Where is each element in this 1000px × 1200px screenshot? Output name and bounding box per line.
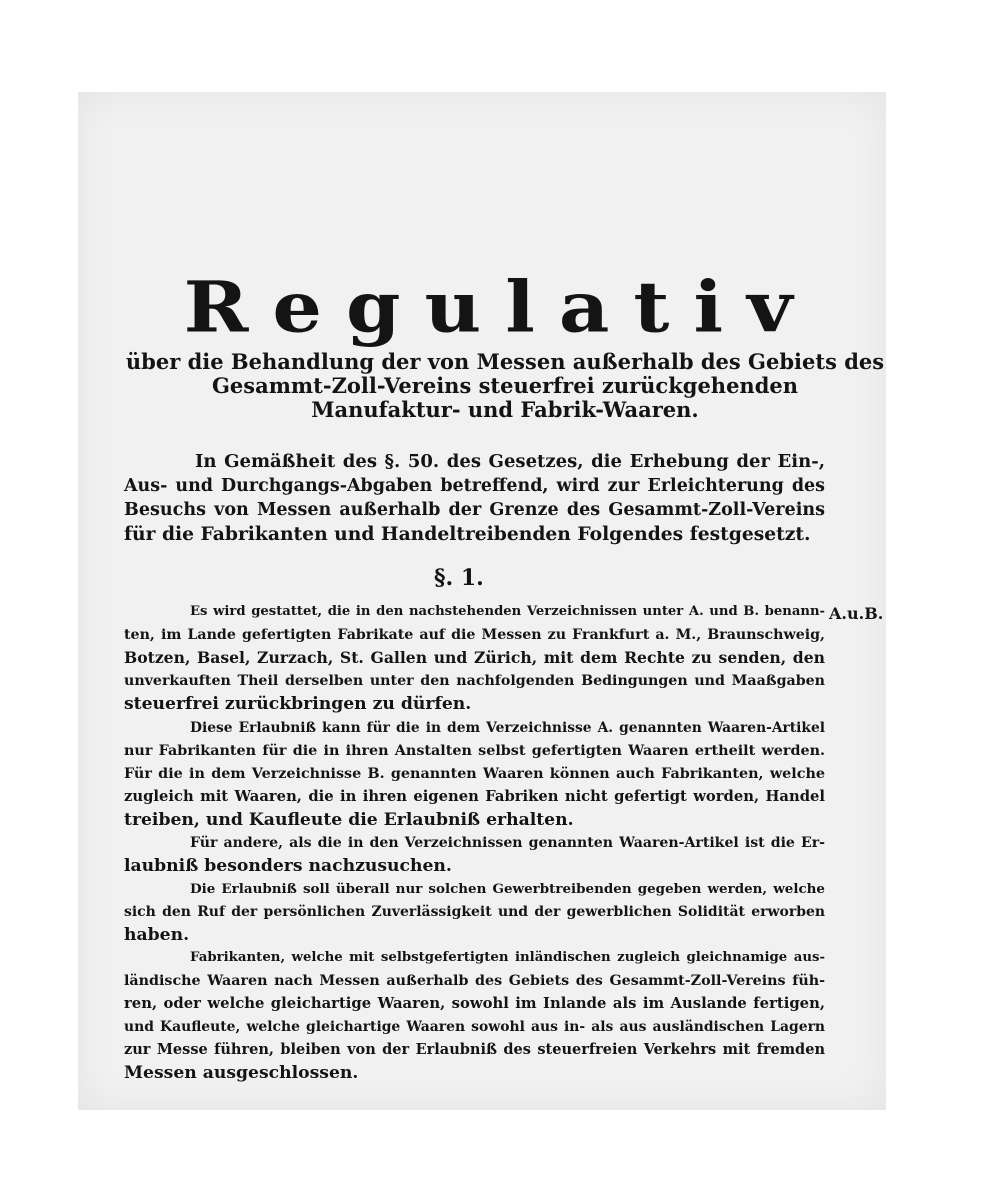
body-line: sich den Ruf der persönlichen Zuverlässigkeit und der gewerblichen Solidität erworben [124, 904, 825, 920]
body-line: steuerfrei zurückbringen zu dürfen. [124, 694, 472, 714]
intro-line: In Gemäßheit des §. 50. des Gesetzes, die Erhebung der Ein-, [195, 451, 825, 472]
body-line: Diese Erlaubniß kann für die in dem Verzeichnisse A. genannten Waaren-Artikel [190, 720, 825, 736]
body-line: haben. [124, 925, 190, 945]
margin-note: A.u.B. [829, 604, 884, 623]
body-line: Für andere, als die in den Verzeichnissen genannten Waaren-Artikel ist die Er- [190, 835, 825, 851]
body-line: zur Messe führen, bleiben von der Erlaubniß des steuerfreien Verkehrs mit fremden [124, 1041, 825, 1058]
subtitle-line: über die Behandlung der von Messen außerhalb des Gebiets des [125, 349, 885, 374]
body-line: unverkauften Theil derselben unter den nachfolgenden Bedingungen und Maaßgaben [124, 673, 825, 689]
subtitle-line: Gesammt-Zoll-Vereins steuerfrei zurückgehenden [211, 373, 799, 398]
intro-line: Aus- und Durchgangs-Abgaben betreffend, wird zur Erleichterung des [124, 476, 825, 496]
body-line: Die Erlaubniß soll überall nur solchen Gewerbtreibenden gegeben werden, welche [190, 881, 825, 897]
body-line: ten, im Lande gefertigten Fabrikate auf die Messen zu Frankfurt a. M., Braunschweig, [124, 627, 825, 643]
intro-line: für die Fabrikanten und Handeltreibenden Folgendes festgesetzt. [124, 523, 811, 545]
body-line: zugleich mit Waaren, die in ihren eigenen Fabriken nicht gefertigt worden, Handel [124, 788, 825, 805]
body-line: ren, oder welche gleichartige Waaren, sowohl im Inlande als im Auslande fertigen, [124, 995, 825, 1012]
body-line: Fabrikanten, welche mit selbstgefertigten inländischen zugleich gleichnamige aus- [190, 950, 825, 965]
body-line: treiben, und Kaufleute die Erlaubniß erhalten. [124, 810, 574, 830]
body-line: nur Fabrikanten für die in ihren Anstalten selbst gefertigten Waaren ertheilt werden. [124, 743, 825, 759]
section-heading: §. 1. [434, 565, 484, 591]
body-line: Messen ausgeschlossen. [124, 1063, 359, 1083]
body-line: Es wird gestattet, die in den nachstehenden Verzeichnissen unter A. und B. benann- [190, 604, 825, 619]
body-line: ländische Waaren nach Messen außerhalb des Gebiets des Gesammt-Zoll-Vereins füh- [124, 973, 825, 989]
intro-line: Besuchs von Messen außerhalb der Grenze des Gesammt-Zoll-Vereins [124, 500, 825, 520]
body-line: Botzen, Basel, Zurzach, St. Gallen und Zürich, mit dem Rechte zu senden, den [124, 648, 825, 667]
body-line: Für die in dem Verzeichnisse B. genannten Waaren können auch Fabrikanten, welche [124, 766, 825, 782]
body-line: laubniß besonders nachzusuchen. [124, 856, 452, 876]
body-line: und Kaufleute, welche gleichartige Waaren sowohl aus in- als aus ausländischen Lagern [124, 1019, 825, 1035]
subtitle-line: Manufaktur- und Fabrik-Waaren. [311, 397, 699, 422]
document-title: Regulativ [183, 266, 817, 349]
